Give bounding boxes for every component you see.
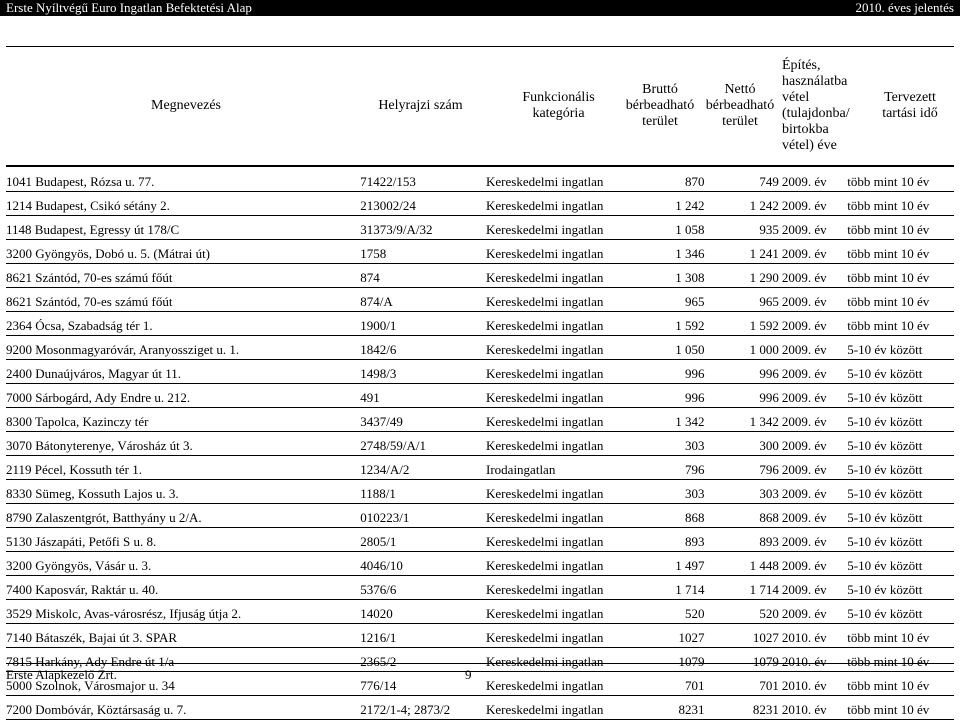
row-gross-area: 303: [642, 432, 718, 456]
row-name: 1041 Budapest, Rózsa u. 77.: [6, 168, 360, 192]
row-lot-number: 2805/1: [360, 528, 486, 552]
col-header-gross-area: Bruttó bérbeadható terület: [625, 82, 695, 129]
row-year: 2009. év: [782, 384, 847, 408]
row-gross-area: 520: [642, 600, 718, 624]
row-net-area: 749: [718, 168, 781, 192]
table-row: [6, 168, 954, 192]
row-holding-period: 5-10 év között: [847, 336, 954, 360]
row-holding-period: több mint 10 év: [847, 240, 954, 264]
report-header-bar: [0, 0, 960, 16]
row-category: Kereskedelmi ingatlan: [486, 240, 642, 264]
row-category: Kereskedelmi ingatlan: [486, 432, 642, 456]
row-holding-period: 5-10 év között: [847, 384, 954, 408]
row-category: Kereskedelmi ingatlan: [486, 552, 642, 576]
row-year: 2009. év: [782, 552, 847, 576]
table-row: [6, 360, 954, 384]
row-year: 2009. év: [782, 528, 847, 552]
table-row: [6, 240, 954, 264]
row-name: 7200 Dombóvár, Köztársaság u. 7.: [6, 696, 360, 720]
table-row: [6, 696, 954, 720]
row-gross-area: 8231: [642, 696, 718, 720]
table-row: [6, 336, 954, 360]
row-net-area: 1 242: [718, 192, 781, 216]
row-holding-period: 5-10 év között: [847, 480, 954, 504]
row-category: Kereskedelmi ingatlan: [486, 312, 642, 336]
row-year: 2009. év: [782, 288, 847, 312]
row-gross-area: 996: [642, 360, 718, 384]
row-net-area: 520: [718, 600, 781, 624]
row-net-area: 1 000: [718, 336, 781, 360]
row-net-area: 965: [718, 288, 781, 312]
row-year: 2009. év: [782, 168, 847, 192]
row-name: 2364 Ócsa, Szabadság tér 1.: [6, 312, 360, 336]
row-category: Kereskedelmi ingatlan: [486, 480, 642, 504]
col-header-build-year: Építés, használatba vétel (tulajdonba/ birtokba vétel) éve: [782, 58, 850, 153]
row-category: Kereskedelmi ingatlan: [486, 624, 642, 648]
row-gross-area: 868: [642, 504, 718, 528]
row-gross-area: 701: [642, 672, 718, 696]
row-holding-period: 5-10 év között: [847, 456, 954, 480]
table-row: [6, 552, 954, 576]
row-gross-area: 1 308: [642, 264, 718, 288]
row-lot-number: 2365/2: [360, 648, 486, 672]
row-lot-number: 71422/153: [360, 168, 486, 192]
row-year: 2009. év: [782, 312, 847, 336]
row-lot-number: 1842/6: [360, 336, 486, 360]
row-name: 7815 Harkány, Ady Endre út 1/a: [6, 648, 360, 672]
row-gross-area: 1079: [642, 648, 718, 672]
row-holding-period: 5-10 év között: [847, 432, 954, 456]
row-year: 2009. év: [782, 336, 847, 360]
row-lot-number: 4046/10: [360, 552, 486, 576]
row-gross-area: 1 242: [642, 192, 718, 216]
row-lot-number: 14020: [360, 600, 486, 624]
fund-name: Erste Nyíltvégű Euro Ingatlan Befektetési Alap: [6, 0, 252, 15]
table-row: [6, 384, 954, 408]
table-row: [6, 528, 954, 552]
row-lot-number: 31373/9/A/32: [360, 216, 486, 240]
row-name: 7000 Sárbogárd, Ady Endre u. 212.: [6, 384, 360, 408]
row-gross-area: 796: [642, 456, 718, 480]
row-net-area: 796: [718, 456, 781, 480]
row-holding-period: 5-10 év között: [847, 528, 954, 552]
row-lot-number: 010223/1: [360, 504, 486, 528]
table-row: [6, 600, 954, 624]
row-net-area: 893: [718, 528, 781, 552]
col-header-category: Funkcionális kategória: [522, 90, 595, 121]
row-net-area: 996: [718, 384, 781, 408]
row-holding-period: több mint 10 év: [847, 696, 954, 720]
row-lot-number: 874: [360, 264, 486, 288]
row-name: 8790 Zalaszentgrót, Batthyány u 2/A.: [6, 504, 360, 528]
row-net-area: 8231: [718, 696, 781, 720]
row-year: 2010. év: [782, 672, 847, 696]
row-holding-period: több mint 10 év: [847, 216, 954, 240]
col-header-holding-period: Tervezett tartási idő: [882, 90, 938, 121]
table-row: [6, 576, 954, 600]
row-lot-number: 213002/24: [360, 192, 486, 216]
row-lot-number: 776/14: [360, 672, 486, 696]
row-name: 1214 Budapest, Csikó sétány 2.: [6, 192, 360, 216]
row-year: 2010. év: [782, 648, 847, 672]
row-year: 2009. év: [782, 240, 847, 264]
row-year: 2009. év: [782, 432, 847, 456]
row-lot-number: 1216/1: [360, 624, 486, 648]
col-header-lot-number: Helyrajzi szám: [378, 98, 463, 113]
table-row: [6, 624, 954, 648]
row-lot-number: 2172/1-4; 2873/2: [360, 696, 486, 720]
table-row: [6, 192, 954, 216]
row-gross-area: 1 050: [642, 336, 718, 360]
table-row: [6, 312, 954, 336]
row-category: Kereskedelmi ingatlan: [486, 192, 642, 216]
row-name: 5130 Jászapáti, Petőfi S u. 8.: [6, 528, 360, 552]
row-name: 5000 Szolnok, Városmajor u. 34: [6, 672, 360, 696]
row-year: 2009. év: [782, 360, 847, 384]
row-net-area: 1 241: [718, 240, 781, 264]
row-holding-period: 5-10 év között: [847, 504, 954, 528]
row-name: 3529 Miskolc, Avas-városrész, Ifjuság útja 2.: [6, 600, 360, 624]
row-holding-period: 5-10 év között: [847, 408, 954, 432]
row-name: 3200 Gyöngyös, Vásár u. 3.: [6, 552, 360, 576]
row-year: 2009. év: [782, 192, 847, 216]
col-header-name: Megnevezés: [151, 98, 221, 113]
row-category: Kereskedelmi ingatlan: [486, 408, 642, 432]
row-category: Kereskedelmi ingatlan: [486, 672, 642, 696]
row-year: 2009. év: [782, 216, 847, 240]
row-category: Kereskedelmi ingatlan: [486, 360, 642, 384]
row-net-area: 996: [718, 360, 781, 384]
footer-divider: [6, 663, 954, 664]
table-row: [6, 432, 954, 456]
row-net-area: 935: [718, 216, 781, 240]
row-net-area: 300: [718, 432, 781, 456]
table-row: [6, 264, 954, 288]
table-row: [6, 216, 954, 240]
row-net-area: 1 290: [718, 264, 781, 288]
row-net-area: 1 714: [718, 576, 781, 600]
row-holding-period: több mint 10 év: [847, 672, 954, 696]
row-year: 2009. év: [782, 504, 847, 528]
row-name: 2400 Dunaújváros, Magyar út 11.: [6, 360, 360, 384]
row-gross-area: 996: [642, 384, 718, 408]
row-holding-period: 5-10 év között: [847, 600, 954, 624]
row-name: 1148 Budapest, Egressy út 178/C: [6, 216, 360, 240]
row-lot-number: 1758: [360, 240, 486, 264]
table-row: [6, 504, 954, 528]
row-category: Kereskedelmi ingatlan: [486, 504, 642, 528]
row-holding-period: több mint 10 év: [847, 288, 954, 312]
row-gross-area: 1 497: [642, 552, 718, 576]
row-year: 2009. év: [782, 576, 847, 600]
row-year: 2009. év: [782, 480, 847, 504]
row-category: Kereskedelmi ingatlan: [486, 336, 642, 360]
row-holding-period: 5-10 év között: [847, 576, 954, 600]
row-gross-area: 965: [642, 288, 718, 312]
report-title: 2010. éves jelentés: [855, 0, 954, 15]
row-lot-number: 1188/1: [360, 480, 486, 504]
row-name: 8621 Szántód, 70-es számú főút: [6, 264, 360, 288]
row-gross-area: 303: [642, 480, 718, 504]
row-gross-area: 1 592: [642, 312, 718, 336]
row-gross-area: 1 058: [642, 216, 718, 240]
row-category: Kereskedelmi ingatlan: [486, 288, 642, 312]
row-name: 3200 Gyöngyös, Dobó u. 5. (Mátrai út): [6, 240, 360, 264]
row-gross-area: 893: [642, 528, 718, 552]
row-year: 2009. év: [782, 456, 847, 480]
row-name: 2119 Pécel, Kossuth tér 1.: [6, 456, 360, 480]
row-category: Kereskedelmi ingatlan: [486, 168, 642, 192]
footer: [6, 667, 472, 683]
row-gross-area: 1027: [642, 624, 718, 648]
row-net-area: 701: [718, 672, 781, 696]
row-category: Kereskedelmi ingatlan: [486, 384, 642, 408]
row-holding-period: több mint 10 év: [847, 264, 954, 288]
table-row: [6, 648, 954, 672]
row-name: 8300 Tapolca, Kazinczy tér: [6, 408, 360, 432]
row-year: 2009. év: [782, 408, 847, 432]
row-net-area: 1 342: [718, 408, 781, 432]
row-lot-number: 3437/49: [360, 408, 486, 432]
row-category: Irodaingatlan: [486, 456, 642, 480]
row-category: Kereskedelmi ingatlan: [486, 576, 642, 600]
row-name: 8621 Szántód, 70-es számú főút: [6, 288, 360, 312]
footer-company: Erste Alapkezelő Zrt.: [6, 667, 117, 682]
row-net-area: 1079: [718, 648, 781, 672]
page-number: 9: [465, 667, 472, 682]
row-year: 2009. év: [782, 264, 847, 288]
row-holding-period: több mint 10 év: [847, 168, 954, 192]
row-name: 7400 Kaposvár, Raktár u. 40.: [6, 576, 360, 600]
row-lot-number: 1234/A/2: [360, 456, 486, 480]
row-holding-period: több mint 10 év: [847, 624, 954, 648]
row-lot-number: 1498/3: [360, 360, 486, 384]
table-row: [6, 288, 954, 312]
row-gross-area: 870: [642, 168, 718, 192]
row-net-area: 1 448: [718, 552, 781, 576]
row-name: 7140 Bátaszék, Bajai út 3. SPAR: [6, 624, 360, 648]
row-gross-area: 1 342: [642, 408, 718, 432]
row-name: 3070 Bátonyterenye, Városház út 3.: [6, 432, 360, 456]
row-holding-period: több mint 10 év: [847, 648, 954, 672]
row-holding-period: több mint 10 év: [847, 312, 954, 336]
row-year: 2010. év: [782, 624, 847, 648]
row-name: 8330 Sümeg, Kossuth Lajos u. 3.: [6, 480, 360, 504]
property-table: [6, 168, 954, 720]
table-row: [6, 456, 954, 480]
row-net-area: 868: [718, 504, 781, 528]
row-gross-area: 1 714: [642, 576, 718, 600]
row-year: 2010. év: [782, 696, 847, 720]
row-category: Kereskedelmi ingatlan: [486, 600, 642, 624]
table-row: [6, 480, 954, 504]
row-net-area: 1027: [718, 624, 781, 648]
row-lot-number: 5376/6: [360, 576, 486, 600]
table-row: [6, 408, 954, 432]
row-category: Kereskedelmi ingatlan: [486, 528, 642, 552]
row-category: Kereskedelmi ingatlan: [486, 264, 642, 288]
row-lot-number: 1900/1: [360, 312, 486, 336]
row-lot-number: 874/A: [360, 288, 486, 312]
row-lot-number: 2748/59/A/1: [360, 432, 486, 456]
row-net-area: 1 592: [718, 312, 781, 336]
row-holding-period: több mint 10 év: [847, 192, 954, 216]
row-name: 9200 Mosonmagyaróvár, Aranyossziget u. 1.: [6, 336, 360, 360]
col-header-net-area: Nettó bérbeadható terület: [705, 82, 775, 129]
row-category: Kereskedelmi ingatlan: [486, 216, 642, 240]
row-holding-period: 5-10 év között: [847, 360, 954, 384]
table-header: [6, 46, 954, 167]
row-category: Kereskedelmi ingatlan: [486, 696, 642, 720]
row-year: 2009. év: [782, 600, 847, 624]
row-category: Kereskedelmi ingatlan: [486, 648, 642, 672]
row-holding-period: 5-10 év között: [847, 552, 954, 576]
row-gross-area: 1 346: [642, 240, 718, 264]
row-net-area: 303: [718, 480, 781, 504]
row-lot-number: 491: [360, 384, 486, 408]
